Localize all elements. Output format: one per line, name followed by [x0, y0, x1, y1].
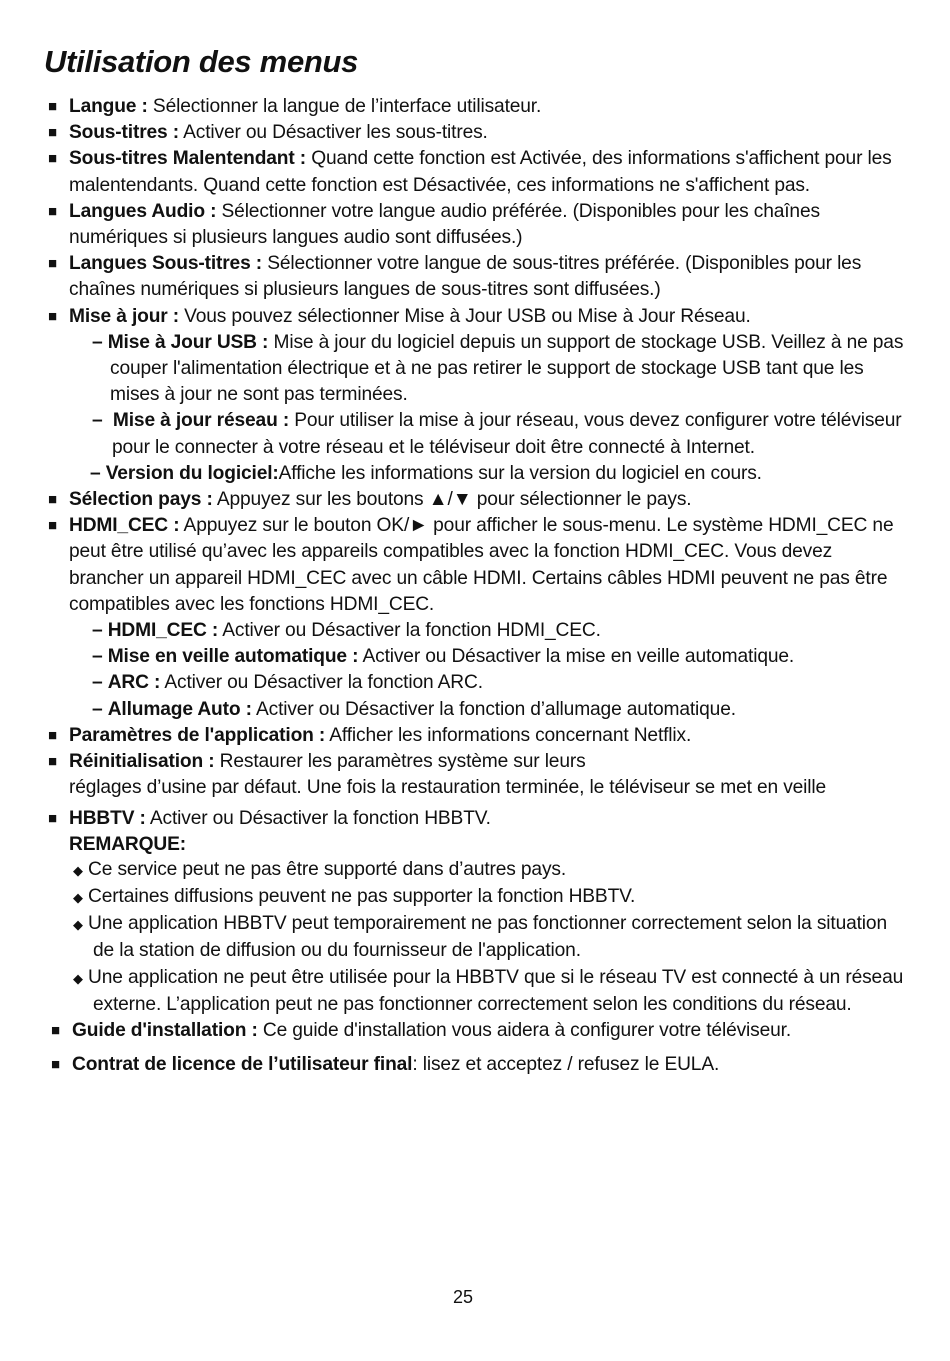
square-bullet-icon: ■	[48, 255, 57, 273]
item-text: Pour utiliser la mise à jour réseau, vous devez configurer votre téléviseur pour le connecter à votre réseau et le téléviseur doit être connecté à Internet.	[112, 410, 902, 458]
item-label: Réinitialisation :	[69, 751, 215, 773]
list-item-guide-installation	[51, 1018, 908, 1044]
list-item-sous-titres	[48, 120, 908, 146]
sub-item-mise-a-jour-reseau	[70, 408, 908, 460]
item-text: Afficher les informations concernant Netflix.	[325, 724, 692, 746]
item-text: Quand cette fonction est Activée, des informations s'affichent pour les malentendants. Quand cette fonction est Désactivée, ces informations ne s'affichent pas.	[69, 148, 892, 196]
item-label: Langue :	[69, 96, 148, 117]
item-label: Paramètres de l'application :	[69, 724, 326, 746]
page-title: Utilisation des menus	[44, 44, 359, 79]
item-text-continued: réglages d’usine par défaut. Une fois la restauration terminée, le téléviseur se met en veille	[69, 777, 827, 799]
item-text: Activer ou Désactiver la fonction HDMI_CEC.	[218, 620, 601, 642]
item-label: Mise à jour réseau :	[112, 410, 290, 432]
item-label: Mise à Jour USB :	[107, 331, 269, 353]
list-item-langues-audio	[48, 199, 908, 251]
dash-marker: –	[92, 698, 103, 720]
list-item-hdmi-cec	[48, 513, 908, 618]
dash-marker: –	[92, 672, 103, 694]
sub-item-mise-a-jour-usb	[70, 330, 908, 409]
item-label: Version du logiciel:	[105, 462, 279, 484]
square-bullet-icon: ■	[48, 307, 57, 325]
list-item-selection-pays	[48, 487, 908, 513]
menu-descriptions	[48, 94, 908, 1078]
item-label: Mise en veille automatique :	[107, 646, 359, 668]
item-label: Langues Sous-titres :	[69, 253, 263, 275]
square-bullet-icon: ■	[51, 1021, 60, 1039]
list-item-mise-a-jour	[48, 304, 908, 330]
page-number: 25	[452, 1287, 474, 1307]
list-item-hbbtv	[48, 806, 908, 832]
item-label: Contrat de licence de l’utilisateur final	[72, 1054, 413, 1076]
item-text: Activer ou Désactiver la mise en veille automatique.	[358, 646, 795, 668]
remark-heading: REMARQUE:	[69, 833, 186, 855]
item-text: Activer ou Désactiver la fonction d’allumage automatique.	[251, 698, 736, 720]
item-text: : lisez et acceptez / refusez le EULA.	[412, 1054, 720, 1076]
diamond-bullet-icon: ◆	[73, 862, 83, 878]
diamond-bullet-icon: ◆	[73, 889, 83, 905]
square-bullet-icon: ■	[48, 753, 57, 771]
list-item-parametres-application	[48, 723, 908, 749]
dash-marker: –	[92, 410, 103, 432]
list-item-reinitialisation	[48, 749, 908, 801]
item-label: Sous-titres :	[69, 122, 179, 144]
list-item-langue	[48, 94, 908, 120]
square-bullet-icon: ■	[48, 98, 57, 115]
note-item	[48, 857, 908, 884]
note-item	[48, 965, 908, 1018]
item-text: Activer ou Désactiver la fonction HBBTV.	[145, 808, 491, 830]
list-item-langues-sous-titres	[48, 251, 908, 303]
diamond-bullet-icon: ◆	[73, 970, 83, 986]
sub-item-mise-en-veille	[70, 644, 908, 670]
square-bullet-icon: ■	[48, 491, 57, 509]
list-item-sous-titres-malentendant	[48, 146, 908, 198]
item-text: Appuyez sur les boutons ▲/▼ pour sélectionner le pays.	[212, 489, 692, 511]
sub-item-hdmi-cec	[70, 618, 908, 644]
item-text: Affiche les informations sur la version du logiciel en cours.	[278, 462, 762, 484]
square-bullet-icon: ■	[48, 150, 57, 168]
note-text: Une application ne peut être utilisée pour la HBBTV que si le réseau TV est connecté à un réseau externe. L’application peut ne pas fonctionner correctement selon les conditions du réseau.	[88, 966, 904, 1015]
sub-item-allumage-auto	[70, 697, 908, 723]
item-text: Sélectionner la langue de l’interface utilisateur.	[147, 96, 542, 117]
item-label: Guide d'installation :	[72, 1019, 258, 1041]
diamond-bullet-icon: ◆	[73, 917, 83, 933]
item-label: HDMI_CEC :	[69, 515, 180, 537]
item-text: Ce guide d'installation vous aidera à configurer votre téléviseur.	[257, 1019, 791, 1041]
item-label: Allumage Auto :	[107, 698, 252, 720]
note-item	[48, 884, 908, 911]
square-bullet-icon: ■	[48, 124, 57, 142]
list-item-contrat-licence	[51, 1052, 908, 1078]
square-bullet-icon: ■	[51, 1056, 60, 1074]
dash-marker: –	[90, 462, 101, 484]
square-bullet-icon: ■	[48, 810, 57, 828]
item-label: Sélection pays :	[69, 489, 213, 511]
item-text: Mise à jour du logiciel depuis un support de stockage USB. Veillez à ne pas couper l'alimentation électrique et à ne pas retirer le support de stockage USB tant que les mises à jour ne sont pas terminées.	[110, 331, 904, 406]
item-text: Vous pouvez sélectionner Mise à Jour USB ou Mise à Jour Réseau.	[179, 305, 751, 327]
item-text: Activer ou Désactiver les sous-titres.	[179, 122, 488, 144]
item-label: Langues Audio :	[69, 200, 217, 222]
square-bullet-icon: ■	[48, 726, 57, 744]
note-text: Ce service peut ne pas être supporté dans d’autres pays.	[88, 858, 567, 880]
item-label: HBBTV :	[69, 808, 146, 830]
item-label: Sous-titres Malentendant :	[69, 148, 307, 170]
sub-item-arc	[70, 670, 908, 696]
dash-marker: –	[92, 620, 103, 642]
item-text: Restaurer les paramètres système sur leurs	[214, 751, 586, 773]
item-text: Sélectionner votre langue audio préférée. (Disponibles pour les chaînes numériques si plusieurs langues audio sont diffusées.)	[69, 200, 820, 249]
item-label: Mise à jour :	[69, 305, 179, 327]
item-text: Activer ou Désactiver la fonction ARC.	[160, 672, 483, 694]
note-text: Certaines diffusions peuvent ne pas supporter la fonction HBBTV.	[88, 885, 636, 907]
item-label: ARC :	[107, 672, 161, 694]
item-label: HDMI_CEC :	[107, 620, 219, 642]
item-text: Appuyez sur le bouton OK/► pour afficher le sous-menu. Le système HDMI_CEC ne peut être utilisé qu’avec les appareils compatibles avec la fonction HDMI_CEC. Vous devez brancher un appareil HDMI_CEC avec un câble HDMI. Certains câbles HDMI peuvent ne pas être compatibles avec les fonctions HDMI_CEC.	[69, 515, 894, 615]
dash-marker: –	[92, 331, 103, 353]
sub-item-version-logiciel	[68, 461, 908, 487]
square-bullet-icon: ■	[48, 202, 57, 220]
square-bullet-icon: ■	[48, 517, 57, 535]
note-item	[48, 911, 908, 964]
dash-marker: –	[92, 646, 103, 668]
note-text: Une application HBBTV peut temporairement ne pas fonctionner correctement selon la situation de la station de diffusion ou du fournisseur de l'application.	[88, 913, 887, 962]
item-text: Sélectionner votre langue de sous-titres préférée. (Disponibles pour les chaînes numériques si plusieurs langues de sous-titres sont diffusées.)	[69, 253, 862, 301]
